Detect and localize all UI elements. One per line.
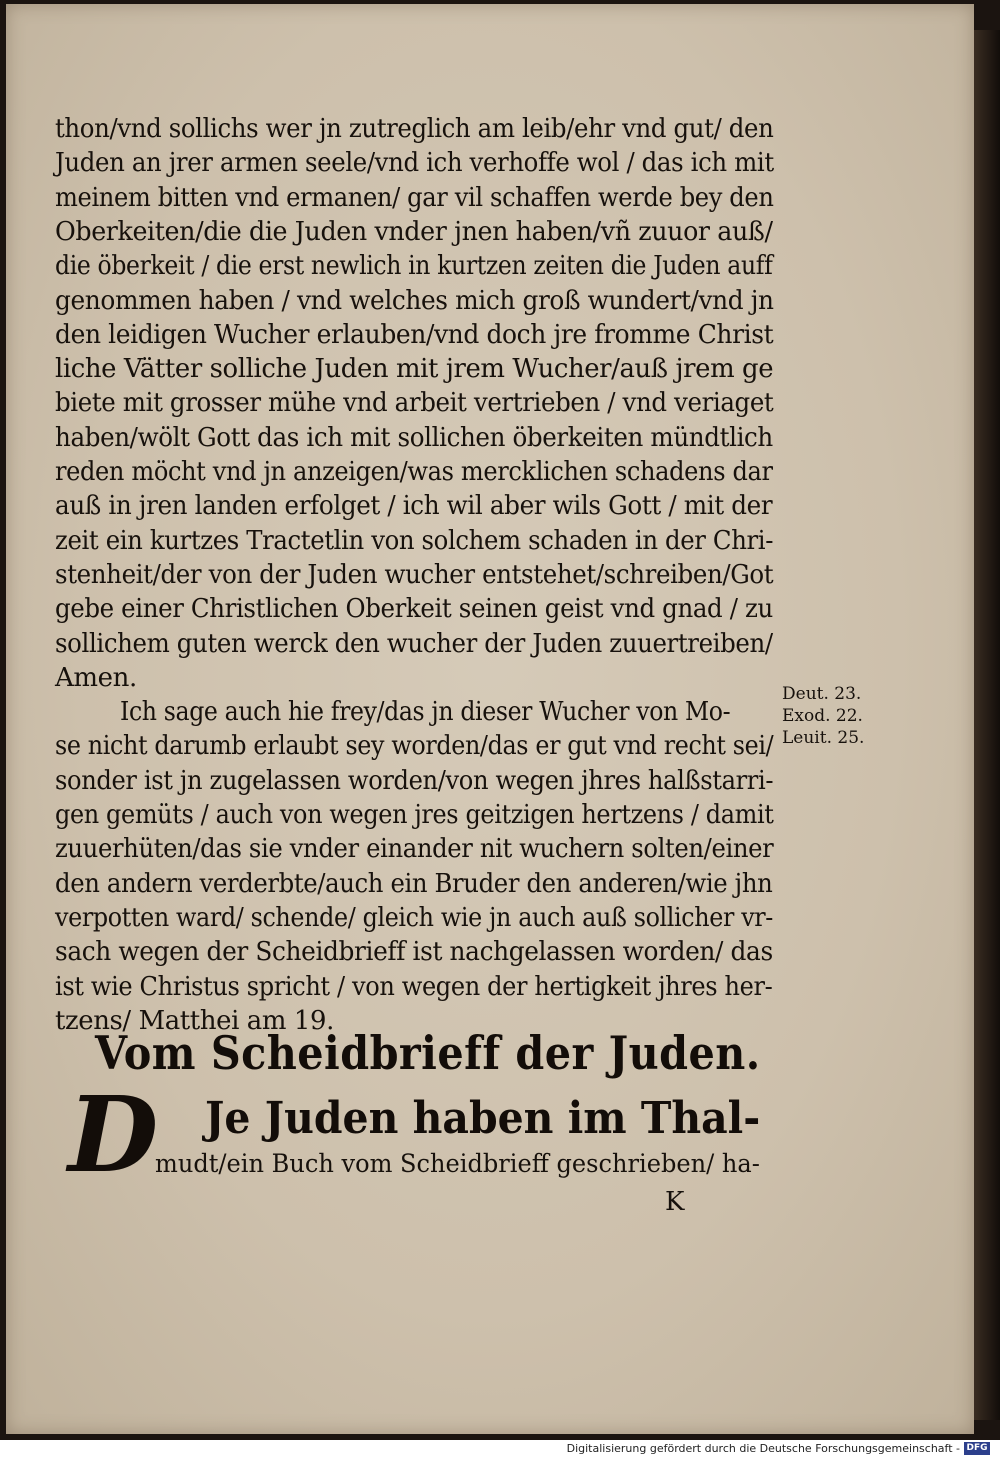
text-line: den leidigen Wucher erlauben/vnd doch jre fromme Christ (55, 319, 774, 350)
text-line: haben/wölt Gott das ich mit sollichen öberkeiten mündtlich (55, 422, 773, 453)
text-line: sach wegen der Scheidbrieff ist nachgelassen worden/ das (55, 937, 773, 968)
text-line: liche Vätter solliche Juden mit jrem Wucher/auß jrem ge (55, 354, 774, 385)
text-line: tzens/ Matthei am 19. (55, 1005, 334, 1036)
text-line: den andern verderbte/auch ein Bruder den anderen/wie jhn (55, 868, 773, 899)
book-spine-edge (974, 30, 1000, 1420)
signature-mark: K (665, 1187, 685, 1217)
text-line: Ich sage auch hie frey/das jn dieser Wucher von Mo- (120, 697, 731, 728)
margin-note: Deut. 23. (782, 684, 862, 704)
text-line: gen gemüts / auch von wegen jres geitzigen hertzens / damit (55, 800, 774, 830)
digitization-credit: Digitalisierung gefördert durch die Deutsche Forschungsgemeinschaft - (566, 1442, 960, 1455)
section-heading: Vom Scheidbrieff der Juden. (95, 1026, 761, 1080)
drop-cap: D (68, 1073, 159, 1196)
text-line: sollichem guten werck den wucher der Juden zuuertreiben/ (55, 628, 773, 659)
text-line: Oberkeiten/die die Juden vnder jnen haben/vñ zuuor auß/ (55, 216, 773, 247)
dfg-logo[interactable]: DFG (964, 1442, 990, 1455)
text-line: thon/vnd sollichs wer jn zutreglich am leib/ehr vnd gut/ den (55, 114, 774, 144)
text-line: zeit ein kurtzes Tractetlin von solchem schaden in der Chri- (55, 525, 774, 556)
text-line: verpotten ward/ schende/ gleich wie jn auch auß sollicher vr- (55, 902, 774, 933)
margin-note: Leuit. 25. (782, 728, 865, 748)
text-line: zuuerhüten/das sie vnder einander nit wuchern solten/einer (55, 834, 774, 865)
text-line: Juden an jrer armen seele/vnd ich verhoffe wol / das ich mit (55, 148, 774, 179)
text-line: biete mit grosser mühe vnd arbeit vertrieben / vnd veriaget (55, 388, 774, 419)
text-line: reden möcht vnd jn anzeigen/was mercklichen schadens dar (55, 457, 773, 487)
text-line: die öberkeit / die erst newlich in kurtzen zeiten die Juden auff (55, 251, 773, 282)
text-line: gebe einer Christlichen Oberkeit seinen geist vnd gnad / zu (55, 594, 773, 625)
opening-line: Je Juden haben im Thal- (205, 1093, 761, 1144)
margin-note: Exod. 22. (782, 706, 863, 726)
text-line: genommen haben / vnd welches mich groß wundert/vnd jn (55, 285, 774, 316)
text-line: Amen. (55, 662, 137, 693)
text-line: auß in jren landen erfolget / ich wil aber wils Gott / mit der (55, 491, 773, 522)
opening-line: mudt/ein Buch vom Scheidbrieff geschrieben/ ha- (155, 1149, 760, 1178)
text-line: ist wie Christus spricht / von wegen der hertigkeit jhres her- (55, 971, 773, 1002)
text-line: meinem bitten vnd ermanen/ gar vil schaffen werde bey den (55, 182, 774, 213)
text-line: se nicht darumb erlaubt sey worden/das er gut vnd recht sei/ (55, 731, 774, 762)
text-line: sonder ist jn zugelassen worden/von wegen jhres halßstarri- (55, 765, 774, 796)
text-line: stenheit/der von der Juden wucher entstehet/schreiben/Got (55, 559, 774, 590)
